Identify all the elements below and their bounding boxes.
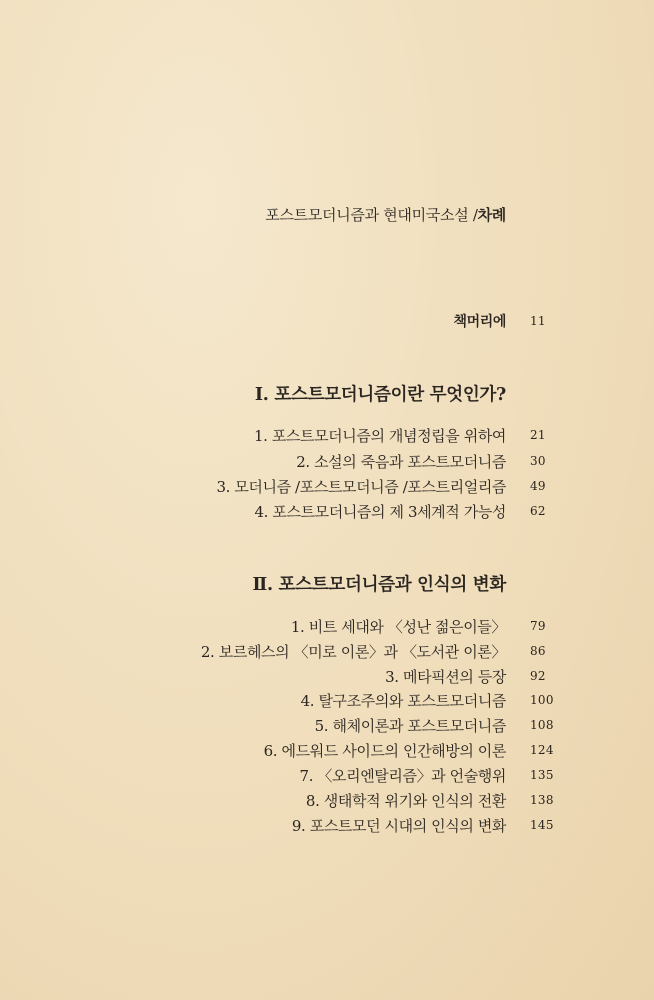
toc-item-page: 49: [530, 479, 546, 493]
preface-label: 책머리에: [453, 314, 506, 330]
toc-item-label: 3. 메타픽션의 등장: [385, 668, 506, 686]
running-header: [265, 204, 506, 225]
toc-item-page: 145: [530, 818, 554, 832]
toc-item-label: 2. 소설의 죽음과 포스트모더니즘: [296, 453, 506, 471]
toc-label: 차례: [477, 206, 506, 224]
toc-item-page: 108: [530, 718, 554, 732]
toc-item-label: 1. 비트 세대와 〈성난 젊은이들〉: [290, 618, 506, 636]
toc-item-page: 92: [530, 669, 546, 683]
toc-item-page: 100: [530, 693, 554, 707]
part-2-title: Ⅱ. 포스트모더니즘과 인식의 변화: [252, 575, 506, 595]
toc-item-page: 86: [530, 644, 546, 658]
toc-item-page: 62: [530, 504, 546, 518]
toc-item-page: 30: [530, 454, 546, 468]
toc-item-page: 135: [530, 768, 554, 782]
toc-item-page: 21: [530, 428, 546, 442]
toc-item-label: 7. 〈오리엔탈리즘〉과 언술행위: [299, 767, 506, 785]
toc-item-label: 6. 에드워드 사이드의 인간해방의 이론: [263, 742, 506, 760]
preface-page: 11: [530, 314, 546, 328]
part-1-title: Ⅰ. 포스트모더니즘이란 무엇인가?: [254, 385, 506, 405]
toc-item-page: 138: [530, 793, 554, 807]
toc-item-label: 1. 포스트모더니즘의 개념정립을 위하여: [253, 427, 506, 445]
toc-item-label: 2. 보르헤스의 〈미로 이론〉과 〈도서관 이론〉: [200, 643, 506, 661]
toc-item-page: 79: [530, 619, 546, 633]
toc-item-page: 124: [530, 743, 554, 757]
toc-item-label: 4. 탈구조주의와 포스트모더니즘: [300, 692, 506, 710]
book-title: 포스트모더니즘과 현대미국소설 /: [265, 206, 478, 224]
toc-item-label: 9. 포스트모던 시대의 인식의 변화: [291, 817, 506, 835]
toc-item-label: 4. 포스트모더니즘의 제 3세계적 가능성: [254, 503, 506, 521]
toc-item-label: 3. 모더니즘 /포스트모더니즘 /포스트리얼리즘: [216, 478, 506, 496]
toc-item-label: 8. 생태학적 위기와 인식의 전환: [305, 792, 506, 810]
toc-item-label: 5. 해체이론과 포스트모더니즘: [314, 717, 506, 735]
